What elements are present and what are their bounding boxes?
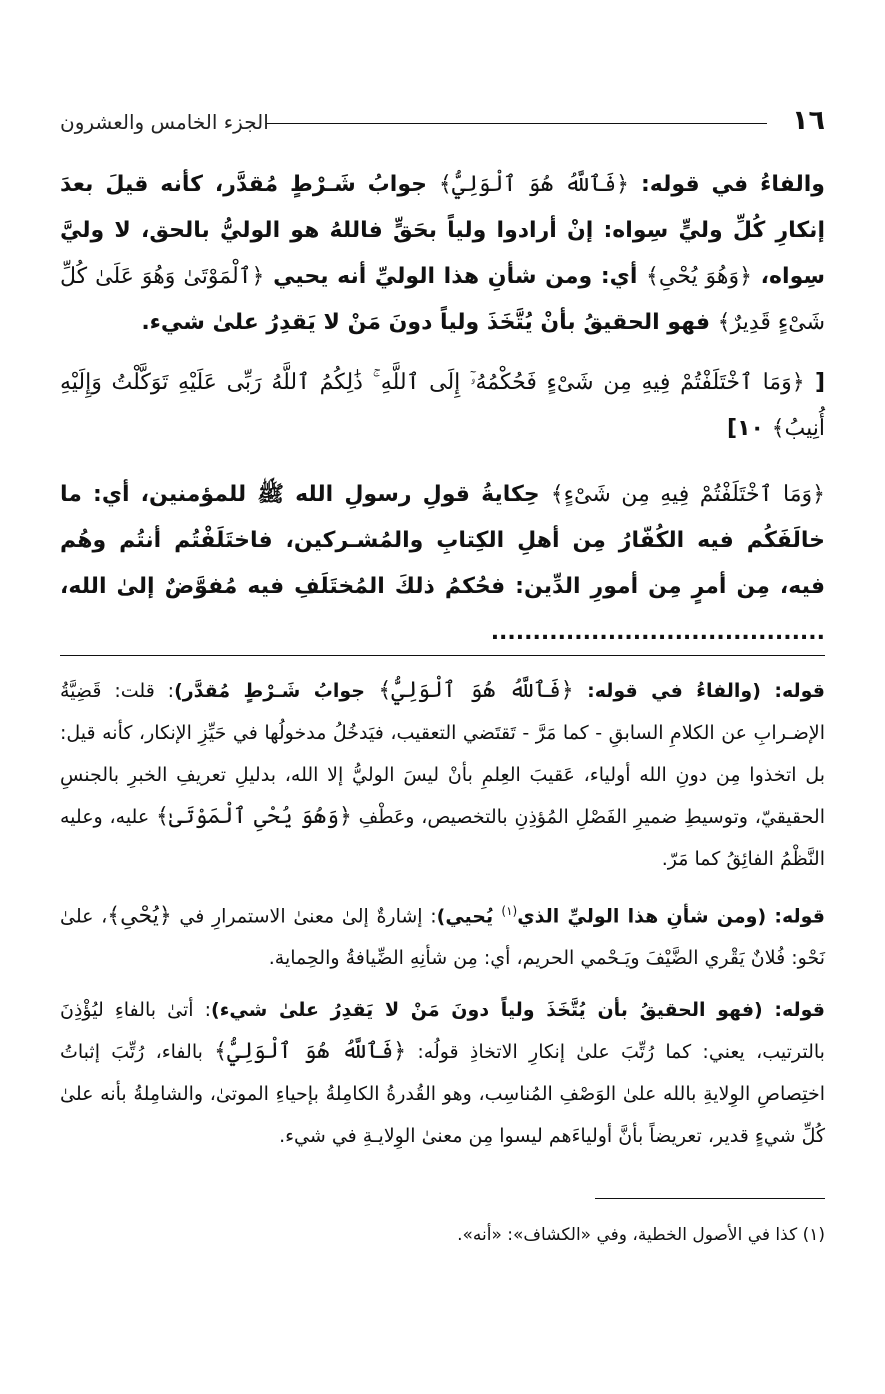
text-run: : أتىٰ بالفاءِ ليُؤْذِنَ بالترتيب، يعني: كما رُتِّبَ علىٰ إنكارِ الاتخاذِ قولُه: [60,999,825,1064]
text-run: حِكايةُ قولِ رسولِ الله ﷺ للمؤمنين، أي: ما خالَفَكُم فيه الكُفّارُ مِن أهلِ الكِتابِ والمُشـركين، فاختَلَفْتُم أنتُم وهُم فيه، مِن أمرٍ مِن أمورِ الدِّين: فحُكمُ ذلكَ المُختَلَفِ فيه مُفوَّضٌ إلىٰ الله، ........................................ [60,482,825,645]
main-paragraph [60,472,825,656]
footnote: (١) كذا في الأصول الخطية، وفي «الكشاف»: «أنه». [457,1225,825,1245]
commentary-lemma: قوله: (والفاءُ في قوله: [573,680,825,702]
main-text [60,162,825,670]
page-header [60,104,825,144]
commentary-lemma: قوله: (ومن شأنِ هذا الوليِّ الذي [517,905,826,928]
verse-bracket: [ [804,370,825,395]
verse-block [60,360,825,452]
commentary-lemma: قوله: (فهو الحقيقُ بأن يُتَّخَذَ ولياً دونَ مَنْ لا يَقدِرُ علىٰ شيء) [211,999,825,1022]
quran-quote: ﴿وَهُوَ يُحْىِ﴾ [646,264,753,289]
text-run: فهو الحقيقُ بأنْ يُتَّخَذَ ولياً دونَ مَنْ لا يَقدِرُ علىٰ شيء. [141,310,718,335]
quran-quote: ﴿فَٱللَّهُ هُوَ ٱلْوَلِيُّ﴾ [438,172,630,197]
text-run: : إشارةٌ إلىٰ معنىٰ الاستمرارِ في [171,905,437,928]
quran-quote: ﴿ٱلْمَوْتَىٰ وَهُوَ عَلَىٰ كُلِّ شَىْءٍ قَدِيرٌ﴾ [60,264,825,335]
commentary-paragraph [60,670,825,880]
header-rule [266,123,767,124]
text-run: عليه، وعليه النَّظْمُ الفائِقُ كما مَرّ. [60,806,825,870]
quran-quote: ﴿وَمَا ٱخْتَلَفْتُمْ فِيهِ مِن شَىْءٍ﴾ [550,482,825,507]
quran-verse: ﴿وَمَا ٱخْتَلَفْتُمْ فِيهِ مِن شَىْءٍ فَحُكْمُهُۥٓ إِلَى ٱللَّهِ ۚ ذَٰلِكُمُ ٱللَّهُ رَبِّى عَلَيْهِ تَوَكَّلْتُ وَإِلَيْهِ أُنِيبُ﴾ [60,370,825,441]
running-title: الجزء الخامس والعشرون [60,110,269,134]
commentary-lemma: يُحيي) [436,905,502,928]
commentary-section [60,670,825,1167]
quran-quote: ﴿وَهُوَ يُحْىِ ٱلْمَوْتَىٰ﴾ [155,804,352,829]
text-run: : قلت: قَضِيَّةُ الإضـرابِ عن الكلامِ السابقِ - كما مَرَّ - تَقتَضي التعقيب، فيَدخُلُ مدخولُها في حَيِّزِ الإنكار، كأنه قيل: بل اتخذوا مِن دونِ الله أولياء، عَقيبَ العِلمِ بأنْ ليسَ الوليُّ إلا الله، بدليلِ تعريفِ الخبرِ بالجنسِ الحقيقيّ، وتوسيطِ ضميرِ الفَصْلِ المُؤذِنِ بالتخصيص، وعَطْفِ [60,680,825,828]
footnote-rule [595,1198,825,1199]
commentary-divider [60,655,825,656]
commentary-lemma: جوابُ شَـرْطٍ مُقدَّر) [174,680,379,702]
text-run: بالفاء، رُتِّبَ إثباتُ اختِصاصِ الوِلايةِ بالله علىٰ الوَصْفِ المُناسِب، وهو القُدرةُ الكامِلةُ بإحياءِ الموتىٰ، والشامِلةُ بأنه علىٰ كُلِّ شيءٍ قدير، تعريضاً بأنَّ أولياءَهم ليسوا مِن معنىٰ الوِلايـةِ في شيء. [60,1041,825,1148]
text-run: والفاءُ في قوله: [629,172,825,197]
commentary-paragraph [60,890,825,979]
footnote-ref: (١) [501,904,518,918]
text-run: جوابُ شَـرْطٍ مُقدَّر، كأنه قيلَ بعدَ إنكارِ كُلِّ وليٍّ سِواه: إنْ أرادوا ولياً بحَقٍّ فاللهُ هو الوليُّ بالحق، لا وليَّ سِواه، [60,172,825,289]
page-number: ١٦ [792,105,825,136]
text-run: أي: ومن شأنِ هذا الوليِّ أنه يحيي [264,264,647,289]
main-paragraph [60,162,825,346]
quran-quote: ﴿فَٱللَّهُ هُوَ ٱلْوَلِيُّ﴾ [378,678,574,703]
verse-number: ١٠] [727,416,772,441]
quran-quote: ﴿فَٱللَّهُ هُوَ ٱلْوَلِيُّ﴾ [214,1039,407,1065]
text-run: ، علىٰ نَحْو: فُلانٌ يَقْري الضَّيْفَ ويَـحْمي الحريم، أي: مِن شأنِهِ الضِّيافةُ والحِماية. [60,905,825,970]
commentary-paragraph [60,989,825,1157]
quran-quote: ﴿يُحْىِ﴾ [107,903,172,929]
